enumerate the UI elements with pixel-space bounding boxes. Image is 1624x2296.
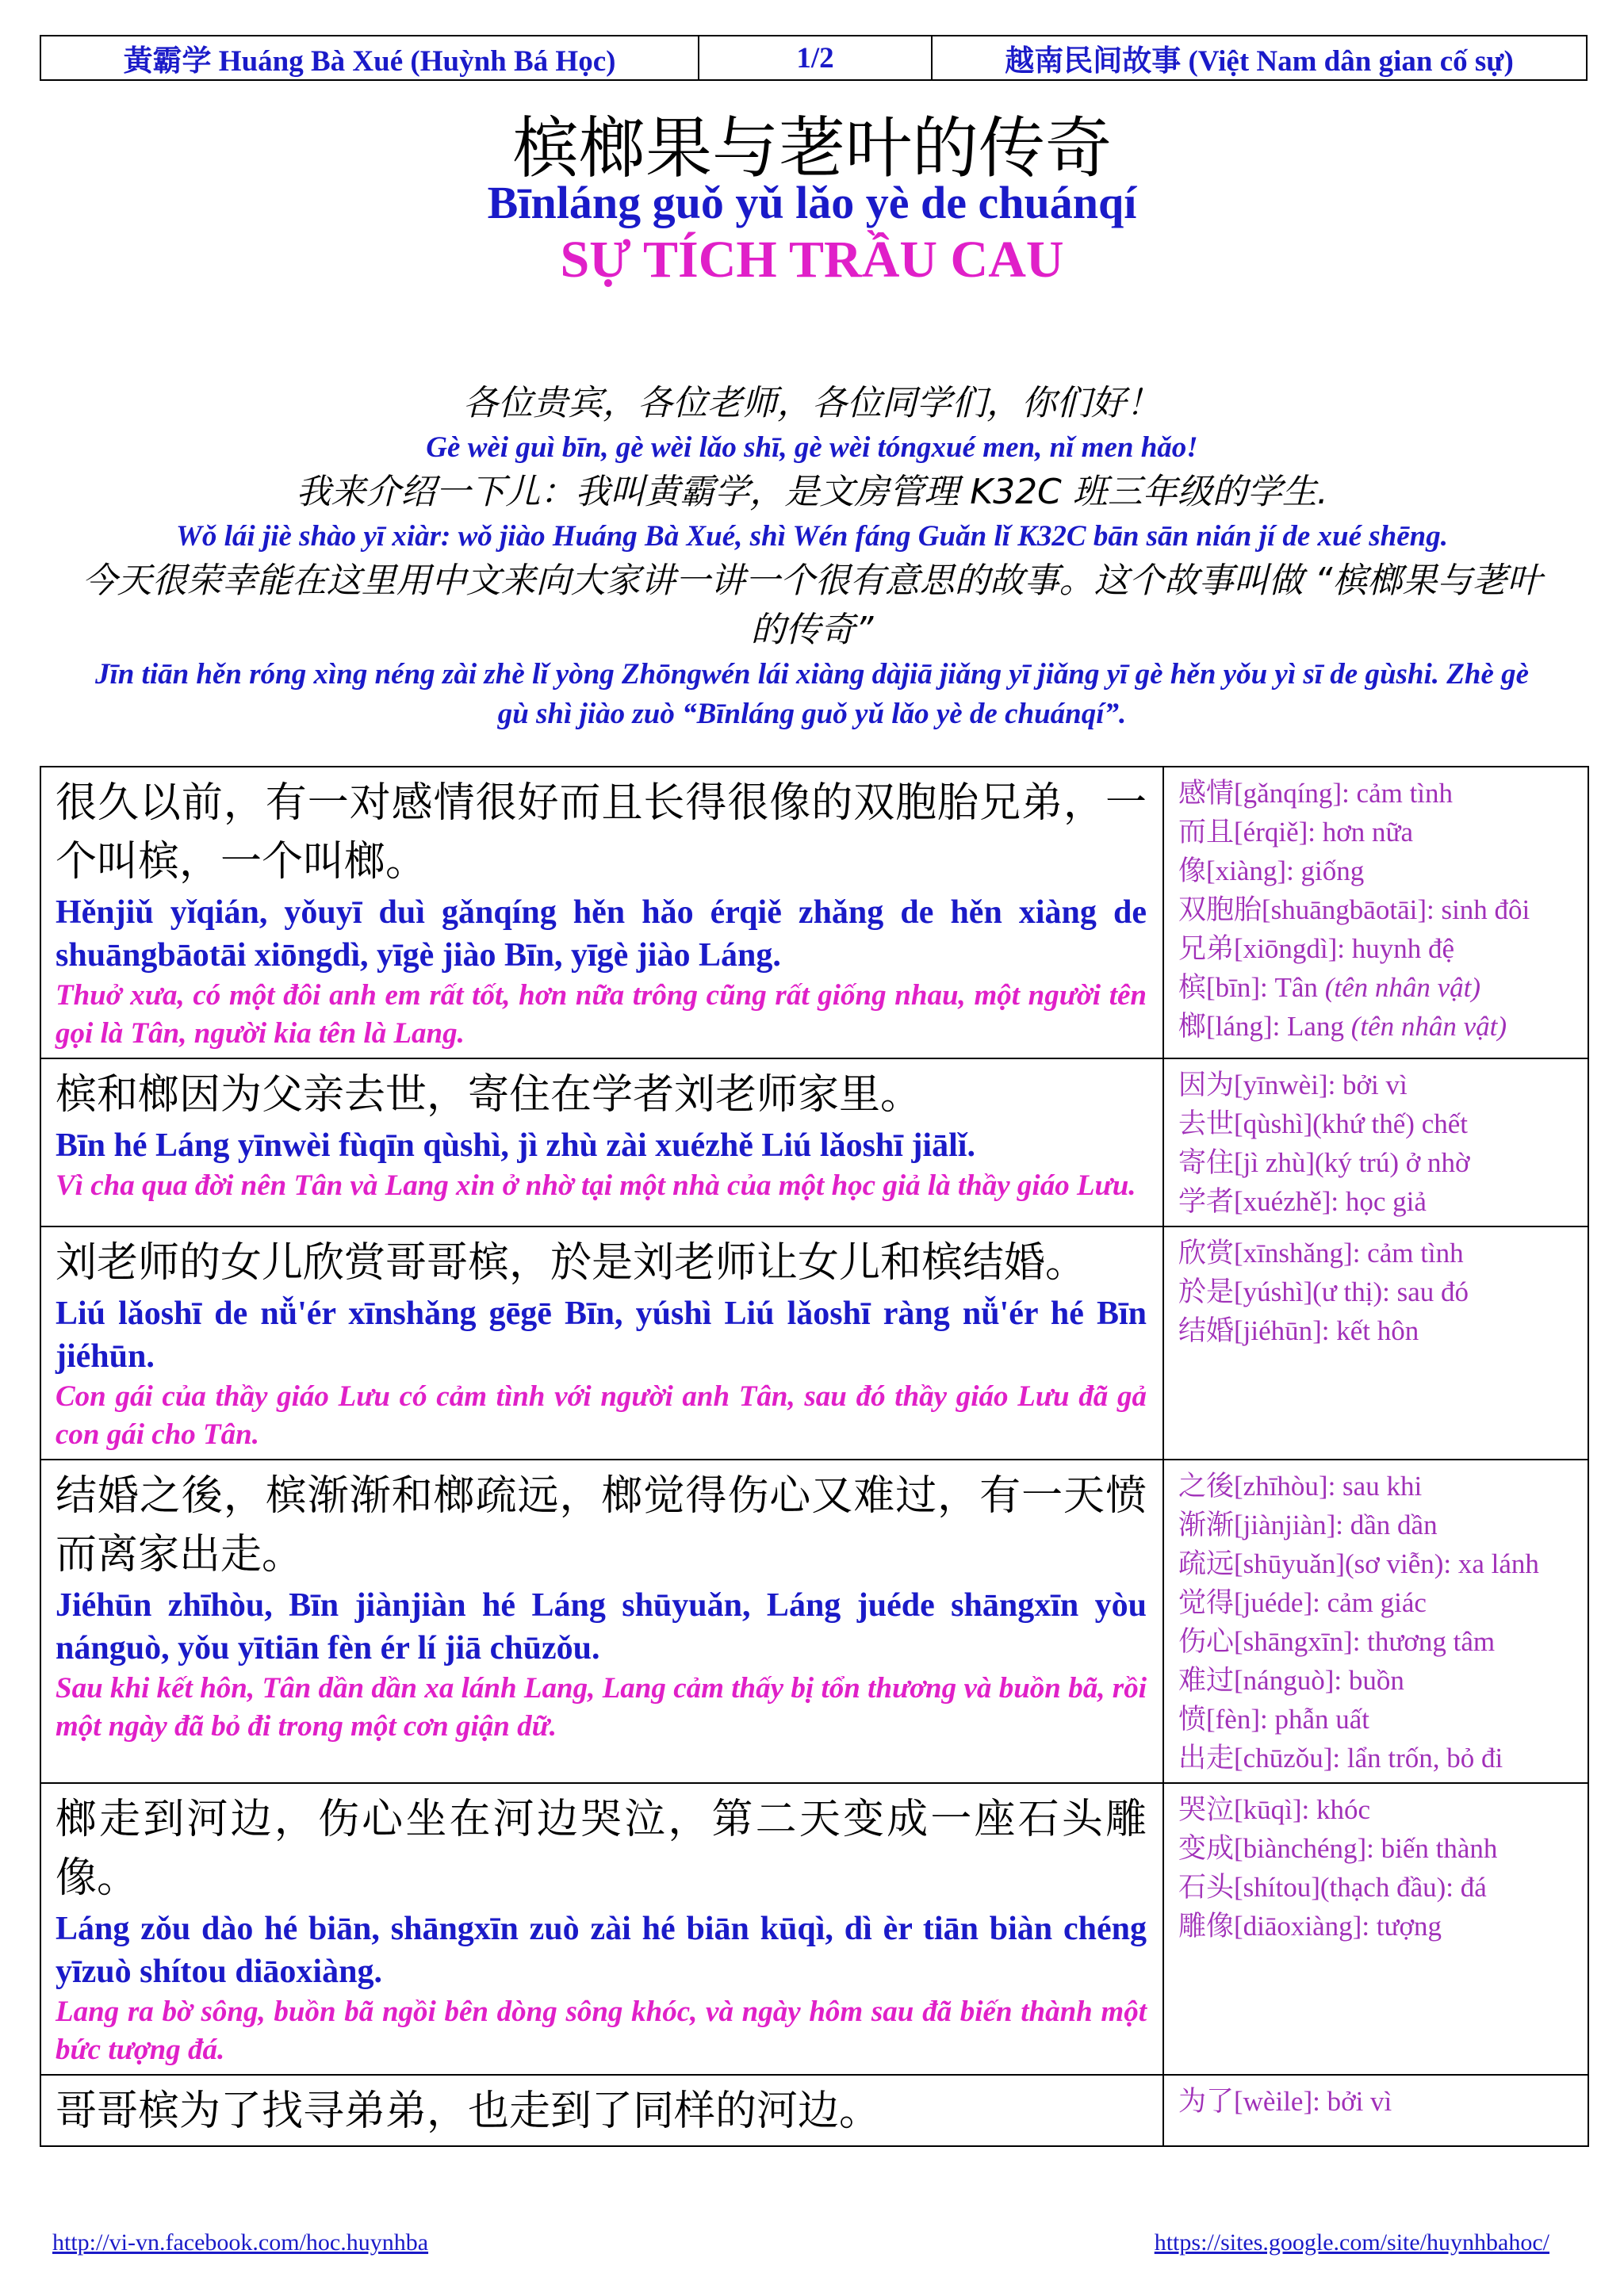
sentence-chinese: 槟和榔因为父亲去世，寄住在学者刘老师家里。 xyxy=(56,1071,922,1119)
vocab-term: 槟[bīn]: Tân xyxy=(1178,972,1318,1003)
header-category: 越南民间故事 (Việt Nam dân gian cố sự) xyxy=(1005,45,1514,78)
vocab-entry xyxy=(1178,1311,1583,1350)
vocab-entry xyxy=(1178,1700,1583,1739)
vocab-term: 石头[shítou](thạch đầu): đá xyxy=(1178,1872,1487,1903)
story-row xyxy=(40,1460,1588,1783)
intro-story-zh: 今天很荣幸能在这里用中文来向大家讲一讲一个很有意思的故事。这个故事叫做 “槟榔果与荖叶的传奇” xyxy=(82,561,1542,650)
sentence-vietnamese: Thuở xưa, có một đôi anh em rất tốt, hơn nữa trông cũng rất giống nhau, một người tên gọi là Tân, người kia tên là Lang. xyxy=(56,979,1147,1050)
vocab-entry xyxy=(1178,1143,1583,1182)
vocab-entry xyxy=(1178,1661,1583,1700)
vocab-entry xyxy=(1178,1868,1583,1907)
vocab-entry xyxy=(1178,1583,1583,1622)
story-text-cell xyxy=(40,767,1163,1058)
intro-section xyxy=(79,379,1545,734)
vocab-entry xyxy=(1178,1622,1583,1661)
vocab-term: 於是[yúshì](ư thị): sau đó xyxy=(1178,1276,1469,1307)
vocab-entry xyxy=(1178,1066,1583,1104)
vocab-term: 哭泣[kūqì]: khóc xyxy=(1178,1794,1371,1825)
sentence-chinese: 哥哥槟为了找寻弟弟，也走到了同样的河边。 xyxy=(56,2087,881,2135)
vocab-term: 结婚[jiéhūn]: kết hôn xyxy=(1178,1315,1419,1346)
vocab-term: 榔[láng]: Lang xyxy=(1178,1011,1344,1042)
vocab-term: 难过[nánguò]: buồn xyxy=(1178,1665,1404,1696)
vocab-term: 出走[chūzǒu]: lẩn trốn, bỏ đi xyxy=(1178,1743,1503,1774)
story-row xyxy=(40,767,1588,1058)
vocab-term: 而且[érqiě]: hơn nữa xyxy=(1178,817,1413,848)
story-row xyxy=(40,2075,1588,2146)
vocab-entry xyxy=(1178,851,1583,890)
vocab-term: 寄住[jì zhù](ký trú) ở nhờ xyxy=(1178,1147,1470,1178)
vocab-cell xyxy=(1163,1226,1588,1460)
vocab-entry xyxy=(1178,813,1583,851)
sentence-vietnamese: Sau khi kết hôn, Tân dần dần xa lánh Lang, Lang cảm thấy bị tổn thương và buồn bã, rồi một ngày đã bỏ đi trong một cơn giận dữ. xyxy=(56,1672,1147,1743)
footer-site-link[interactable]: https://sites.google.com/site/huynhbahoc/ xyxy=(1154,2229,1549,2256)
vocab-entry xyxy=(1178,1467,1583,1506)
footer-facebook-link[interactable]: http://vi-vn.facebook.com/hoc.huynhba xyxy=(52,2229,429,2256)
vocab-term: 疏远[shūyuǎn](sơ viễn): xa lánh xyxy=(1178,1548,1539,1579)
story-text-cell xyxy=(40,2075,1163,2146)
sentence-pinyin: Liú lǎoshī de nǚ'ér xīnshǎng gēgē Bīn, yúshì Liú lǎoshī ràng nǚ'ér hé Bīn jiéhūn. xyxy=(56,1295,1147,1375)
vocab-entry xyxy=(1178,2082,1583,2121)
vocab-term: 感情[gǎnqíng]: cảm tình xyxy=(1178,778,1454,809)
sentence-chinese: 榔走到河边，伤心坐在河边哭泣，第二天变成一座石头雕像。 xyxy=(56,1796,1147,1902)
story-table xyxy=(40,766,1589,2147)
vocab-cell xyxy=(1163,2075,1588,2146)
sentence-chinese: 很久以前，有一对感情很好而且长得很像的双胞胎兄弟，一个叫槟，一个叫榔。 xyxy=(56,779,1147,886)
vocab-cell xyxy=(1163,1460,1588,1783)
vocab-term: 双胞胎[shuāngbāotāi]: sinh đôi xyxy=(1178,894,1530,925)
vocab-note: (tên nhân vật) xyxy=(1324,972,1481,1003)
sentence-pinyin: Jiéhūn zhīhòu, Bīn jiànjiàn hé Láng shūyuǎn, Láng juéde shāngxīn yòu nánguò, yǒu yītiān fèn ér lí jiā chūzǒu. xyxy=(56,1587,1147,1667)
header-page-number: 1/2 xyxy=(699,36,933,79)
intro-greeting-pinyin: Gè wèi guì bīn, gè wèi lǎo shī, gè wèi tóngxué men, nǐ men hǎo! xyxy=(426,431,1198,464)
sentence-vietnamese: Lang ra bờ sông, buồn bã ngồi bên dòng sông khóc, và ngày hôm sau đã biến thành một bức tượng đá. xyxy=(56,1996,1147,2066)
story-text-cell xyxy=(40,1058,1163,1226)
vocab-term: 渐渐[jiànjiàn]: dần dần xyxy=(1178,1510,1438,1540)
vocab-entry xyxy=(1178,1506,1583,1544)
header-author: 黃霸学 Huáng Bà Xué (Huỳnh Bá Học) xyxy=(41,36,699,79)
vocab-term: 欣赏[xīnshǎng]: cảm tình xyxy=(1178,1238,1464,1269)
story-text-cell xyxy=(40,1783,1163,2075)
sentence-chinese: 刘老师的女儿欣赏哥哥槟，於是刘老师让女儿和槟结婚。 xyxy=(56,1239,1087,1287)
vocab-term: 为了[wèile]: bởi vì xyxy=(1178,2086,1392,2117)
intro-self-zh: 我来介绍一下儿：我叫黄霸学，是文房管理 K32C 班三年级的学生. xyxy=(296,472,1328,512)
vocab-term: 像[xiàng]: giống xyxy=(1178,855,1365,886)
vocab-entry xyxy=(1178,1829,1583,1868)
sentence-chinese: 结婚之後，槟渐渐和榔疏远，榔觉得伤心又难过，有一天愤而离家出走。 xyxy=(56,1472,1147,1578)
vocab-term: 愤[fèn]: phẫn uất xyxy=(1178,1704,1370,1735)
vocab-term: 变成[biànchéng]: biến thành xyxy=(1178,1833,1498,1864)
vocab-term: 因为[yīnwèi]: bởi vì xyxy=(1178,1070,1408,1100)
intro-story-pinyin: Jīn tiān hěn róng xìng néng zài zhè lǐ yòng Zhōngwén lái xiàng dàjiā jiǎng yī jiǎng yī gè hěn yǒu yì sī de gùshi. Zhè gè gù shì jiào zuò “Bīnláng guǒ yǔ lǎo yè de chuánqí”. xyxy=(94,658,1530,730)
vocab-cell xyxy=(1163,1058,1588,1226)
vocab-term: 伤心[shāngxīn]: thương tâm xyxy=(1178,1626,1496,1657)
story-text-cell xyxy=(40,1226,1163,1460)
story-row xyxy=(40,1783,1588,2075)
vocab-entry xyxy=(1178,968,1583,1007)
vocab-entry xyxy=(1178,1182,1583,1221)
vocab-term: 去世[qùshì](khứ thế) chết xyxy=(1178,1108,1468,1139)
story-text-cell xyxy=(40,1460,1163,1783)
vocab-entry xyxy=(1178,1739,1583,1777)
vocab-term: 兄弟[xiōngdì]: huynh đệ xyxy=(1178,933,1455,964)
sentence-pinyin: Bīn hé Láng yīnwèi fùqīn qùshì, jì zhù zài xuézhě Liú lǎoshī jiālǐ. xyxy=(56,1127,975,1164)
vocab-term: 之後[zhīhòu]: sau khi xyxy=(1178,1471,1423,1502)
vocab-entry xyxy=(1178,774,1583,813)
vocab-entry xyxy=(1178,1790,1583,1829)
header-table xyxy=(40,35,1588,81)
vocab-entry xyxy=(1178,1544,1583,1583)
vocab-term: 觉得[juéde]: cảm giác xyxy=(1178,1587,1427,1618)
intro-self-pinyin: Wǒ lái jiè shào yī xiàr: wǒ jiào Huáng Bà Xué, shì Wén fáng Guǎn lǐ K32C bān sān nián jí de xué shēng. xyxy=(175,520,1449,553)
vocab-entry xyxy=(1178,1272,1583,1311)
vocab-term: 雕像[diāoxiàng]: tượng xyxy=(1178,1911,1442,1942)
vocab-entry xyxy=(1178,1907,1583,1946)
vocab-entry xyxy=(1178,1007,1583,1046)
vocab-entry xyxy=(1178,890,1583,929)
vocab-cell xyxy=(1163,1783,1588,2075)
sentence-pinyin: Hěnjiǔ yǐqián, yǒuyī duì gǎnqíng hěn hǎo érqiě zhǎng de hěn xiàng de shuāngbāotāi xiōngdì, yīgè jiào Bīn, yīgè jiào Láng. xyxy=(56,894,1147,974)
sentence-vietnamese: Vì cha qua đời nên Tân và Lang xin ở nhờ tại một nhà của một học giả là thầy giáo Lưu. xyxy=(56,1169,1136,1202)
vocab-term: 学者[xuézhě]: học giả xyxy=(1178,1186,1427,1217)
vocab-entry xyxy=(1178,1104,1583,1143)
story-row xyxy=(40,1226,1588,1460)
title-vietnamese: SỰ TÍCH TRẦU CAU xyxy=(560,231,1064,289)
vocab-entry xyxy=(1178,929,1583,968)
vocab-cell xyxy=(1163,767,1588,1058)
vocab-entry xyxy=(1178,1234,1583,1272)
sentence-pinyin: Láng zǒu dào hé biān, shāngxīn zuò zài hé biān kūqì, dì èr tiān biàn chéng yīzuò shítou diāoxiàng. xyxy=(56,1911,1147,1990)
sentence-vietnamese: Con gái của thầy giáo Lưu có cảm tình với người anh Tân, sau đó thầy giáo Lưu đã gả con gái cho Tân. xyxy=(56,1380,1147,1451)
title-pinyin: Bīnláng guǒ yǔ lǎo yè de chuánqí xyxy=(487,177,1137,228)
title-chinese: 槟榔果与荖叶的传奇 xyxy=(511,109,1112,187)
story-row xyxy=(40,1058,1588,1226)
vocab-note: (tên nhân vật) xyxy=(1350,1011,1507,1042)
intro-greeting-zh: 各位贵宾，各位老师，各位同学们，你们好！ xyxy=(463,383,1161,423)
